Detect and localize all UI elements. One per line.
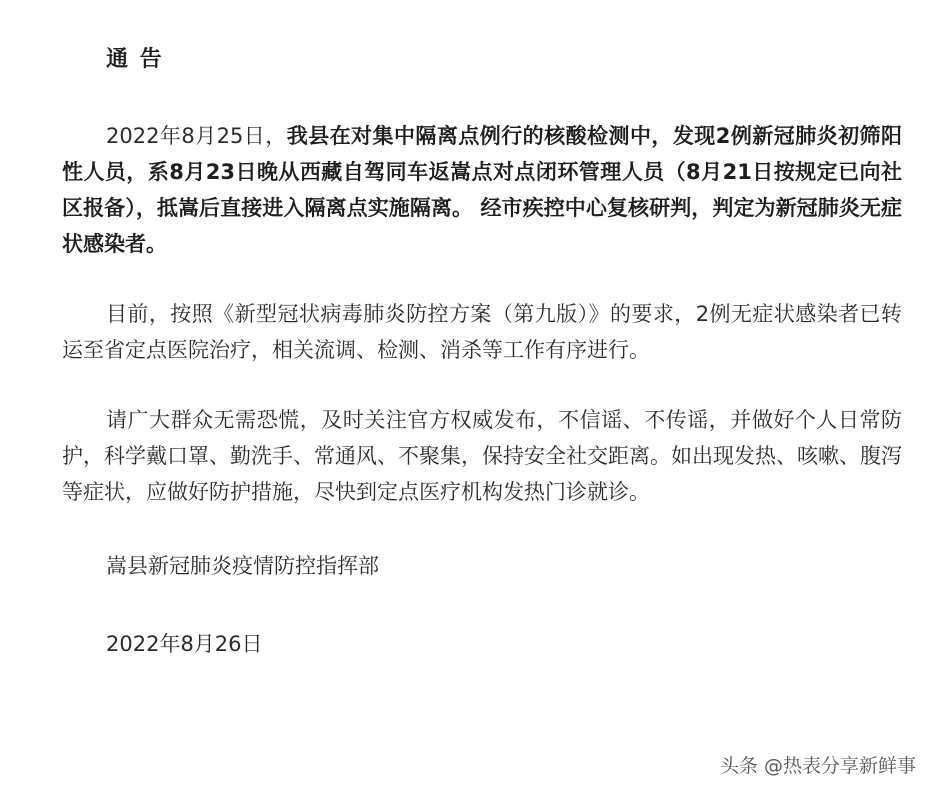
source-watermark bbox=[720, 751, 916, 778]
notice-title: 通 告 bbox=[106, 47, 164, 72]
paragraph-advice: 请广大群众无需恐慌，及时关注官方权威发布，不信谣、不传谣，并做好个人日常防护，科学戴口罩、勤洗手、常通风、不聚集，保持安全社交距离。如出现发热、咳嗽、腹泻等症状，应做好防护措施，尽快到定点医疗机构发热门诊就诊。 bbox=[62, 408, 902, 504]
signature-organization: 嵩县新冠肺炎疫情防控指挥部 bbox=[106, 554, 379, 578]
watermark-text: 头条 @热表分享新鲜事 bbox=[719, 755, 916, 777]
notice-document bbox=[62, 38, 912, 662]
incident-date: 2022年8月25日， bbox=[106, 124, 287, 148]
paragraph-incident bbox=[62, 118, 902, 262]
incident-details: 我县在对集中隔离点例行的核酸检测中，发现2例新冠肺炎初筛阳性人员，系8月23日晚从西藏自驾同车返嵩点对点闭环管理人员（8月21日按规定已向社区报备），抵嵩后直接进入隔离点实施隔离。 经市疾控中心复核研判，判定为新冠肺炎无症状感染者。 bbox=[62, 124, 902, 256]
signature-date: 2022年8月26日 bbox=[106, 632, 263, 656]
paragraph-treatment: 目前，按照《新型冠状病毒肺炎防控方案（第九版）》的要求，2例无症状感染者已转运至省定点医院治疗，相关流调、检测、消杀等工作有序进行。 bbox=[62, 302, 902, 362]
